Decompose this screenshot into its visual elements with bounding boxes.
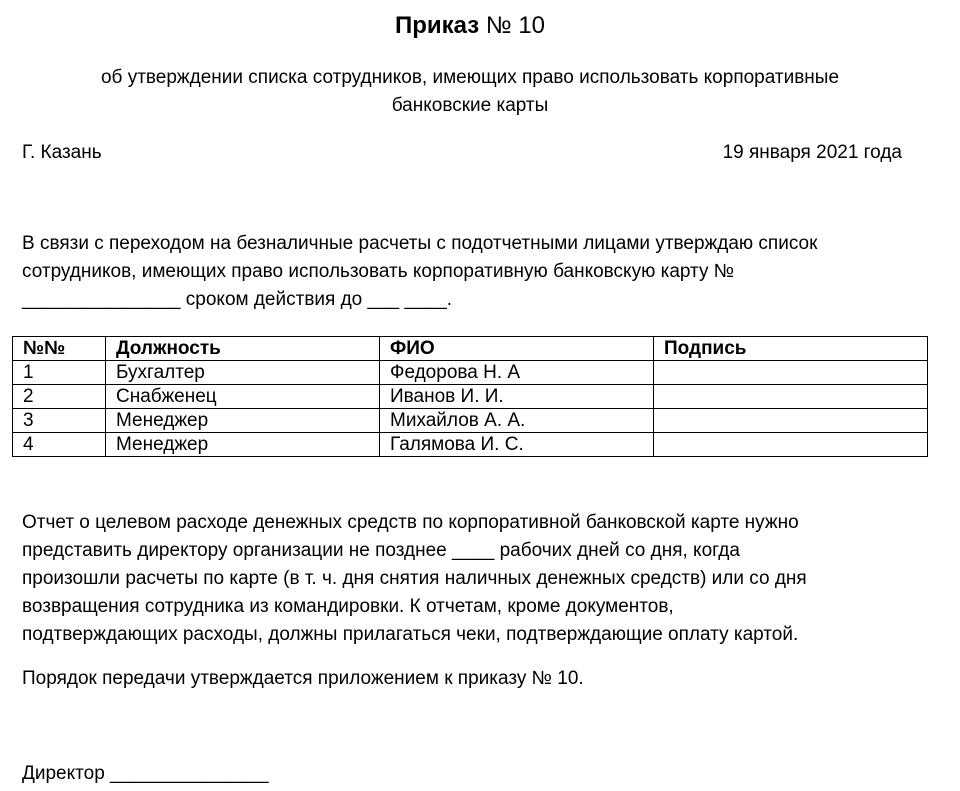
row-position: Снабженец — [106, 385, 380, 409]
row-signature — [654, 361, 928, 385]
header-signature: Подпись — [654, 337, 928, 361]
paragraph-intro-line-2: сотрудников, имеющих право использовать корпоративную банковскую карту № — [22, 261, 735, 282]
employees-table — [12, 336, 928, 457]
table-row — [13, 361, 928, 385]
paragraph-report-line-5: подтверждающих расходы, должны прилагаться чеки, подтверждающие оплату картой. — [22, 624, 799, 645]
table-header-row — [13, 337, 928, 361]
header-name: ФИО — [380, 337, 654, 361]
paragraph-report-line-3: произошли расчеты по карте (в т. ч. дня снятия наличных денежных средств) или со дня — [22, 568, 807, 589]
document-subtitle — [0, 64, 940, 120]
row-name: Иванов И. И. — [380, 385, 654, 409]
header-number: №№ — [13, 337, 106, 361]
paragraph-intro — [22, 230, 922, 314]
row-number: 1 — [13, 361, 106, 385]
director-signature: Директор _______________ — [22, 763, 269, 784]
document-title — [0, 10, 940, 42]
subtitle-line-1: об утверждении списка сотрудников, имеющих право использовать корпоративные — [100, 67, 840, 88]
row-name: Галямова И. С. — [380, 433, 654, 457]
row-signature — [654, 433, 928, 457]
row-number: 2 — [13, 385, 106, 409]
row-name: Федорова Н. А — [380, 361, 654, 385]
paragraph-intro-line-3: _______________ сроком действия до ___ ____. — [22, 289, 453, 310]
row-signature — [654, 409, 928, 433]
row-signature — [654, 385, 928, 409]
document-title-bold: Приказ — [394, 12, 480, 39]
city: Г. Казань — [22, 142, 102, 163]
row-number: 3 — [13, 409, 106, 433]
paragraph-procedure: Порядок передачи утверждается приложением к приказу № 10. — [22, 668, 584, 689]
paragraph-intro-line-1: В связи с переходом на безналичные расчеты с подотчетными лицами утверждаю список — [22, 233, 818, 254]
table-row — [13, 409, 928, 433]
row-position: Менеджер — [106, 433, 380, 457]
paragraph-report-line-2: представить директору организации не позднее ____ рабочих дней со дня, когда — [22, 540, 740, 561]
row-name: Михайлов А. А. — [380, 409, 654, 433]
table-row — [13, 433, 928, 457]
table-row — [13, 385, 928, 409]
paragraph-report-line-1: Отчет о целевом расходе денежных средств по корпоративной банковской карте нужно — [22, 512, 799, 533]
paragraph-report-line-4: возвращения сотрудника из командировки. К отчетам, кроме документов, — [22, 596, 674, 617]
paragraph-report — [22, 509, 922, 649]
row-number: 4 — [13, 433, 106, 457]
header-position: Должность — [106, 337, 380, 361]
row-position: Бухгалтер — [106, 361, 380, 385]
subtitle-line-2: банковские карты — [391, 95, 549, 116]
document-date: 19 января 2021 года — [722, 142, 902, 163]
document-title-number: № 10 — [479, 12, 546, 39]
row-position: Менеджер — [106, 409, 380, 433]
